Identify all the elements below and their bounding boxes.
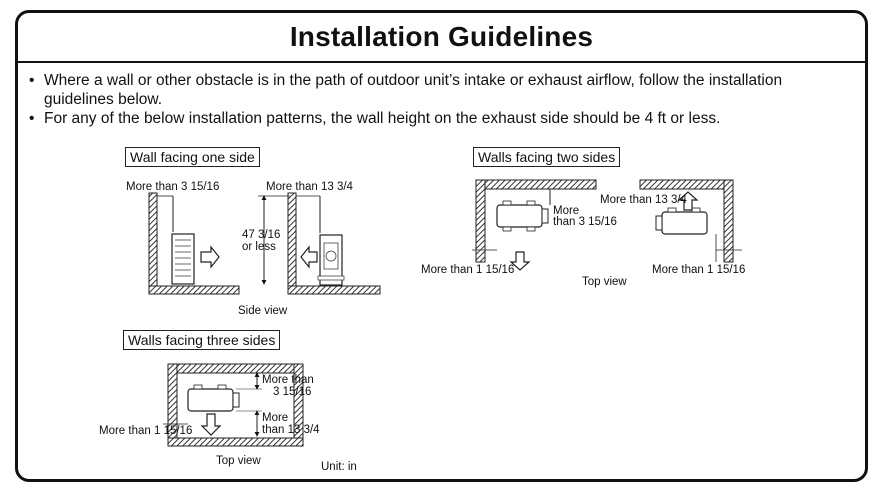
intake-clearance-label: More than 3 15/16 (126, 181, 220, 193)
front-clearance-line1: More (262, 412, 289, 424)
outdoor-unit-front-icon (318, 235, 344, 285)
u-wall-top (168, 364, 294, 373)
unit-note: Unit: in (321, 461, 357, 473)
bullet-dot-icon: • (29, 72, 35, 89)
left-side-clearance-label: More than 1 15/16 (421, 264, 515, 276)
left-wall (149, 193, 157, 293)
airflow-arrow-icon (201, 247, 219, 267)
rear-clearance-line1: More than (262, 374, 314, 386)
bullet-text: Where a wall or other obstacle is in the path of outdoor unit’s intake or exhaust airflow, follow the installation guidelines below. (44, 72, 783, 108)
right-floor (288, 286, 380, 294)
bullet-dot-icon: • (29, 110, 35, 127)
exhaust-clearance-label: More than 13 3/4 (266, 181, 353, 193)
section-label-one-side: Wall facing one side (125, 147, 260, 167)
height-suffix-label: or less (242, 241, 276, 253)
right-side-clearance-label: More than 1 15/16 (652, 264, 746, 276)
section-label-two-sides: Walls facing two sides (473, 147, 620, 167)
top-right-clearance-label: More than 13 3/4 (600, 194, 687, 206)
right-wall (288, 193, 296, 293)
section-label-three-sides: Walls facing three sides (123, 330, 280, 350)
outdoor-unit-top-icon (188, 385, 239, 411)
bullet-text: For any of the below installation patterns, the wall height on the exhaust side should be 4 ft or less. (44, 110, 721, 127)
side-clearance-label: More than 1 15/16 (99, 425, 193, 437)
top-view-caption: Top view (582, 276, 627, 288)
outdoor-unit-top-icon (656, 208, 707, 234)
airflow-arrow-icon (202, 414, 220, 435)
front-clearance-line1: More (553, 205, 580, 217)
airflow-arrow-icon (301, 247, 317, 267)
page-title: Installation Guidelines (289, 21, 594, 52)
height-value-label: 47 3/16 (242, 229, 281, 241)
rear-clearance-line2: 3 15/16 (273, 386, 312, 398)
corner-wall-top (476, 180, 596, 189)
left-floor (149, 286, 239, 294)
front-clearance-line2: than 13 3/4 (262, 424, 320, 436)
u-wall-bottom (168, 438, 303, 446)
outdoor-unit-top-icon (497, 201, 548, 231)
corner-wall-top-right (640, 180, 733, 189)
outdoor-unit-rear-icon (172, 234, 194, 284)
front-clearance-line2: than 3 15/16 (553, 216, 617, 228)
top-view-caption: Top view (216, 455, 261, 467)
side-view-caption: Side view (238, 305, 288, 317)
